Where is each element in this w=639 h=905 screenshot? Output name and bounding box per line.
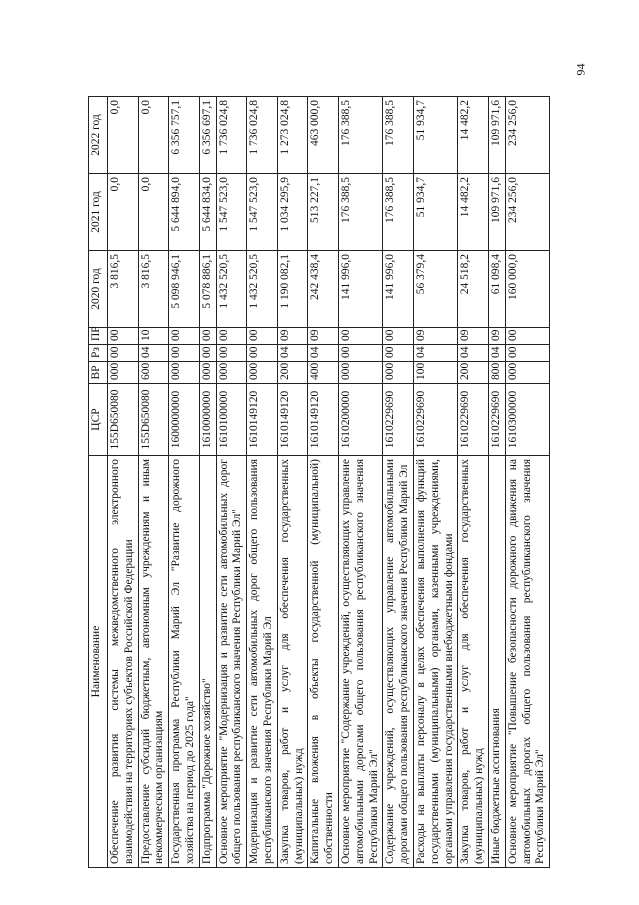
cell-y2020: 5 098 946,1 [169, 251, 200, 328]
cell-name: Основное мероприятие "Содержание учреждений, осуществляющих управление автомобильными дорогами общего пользования республиканского значения Республики Марий Эл" [338, 456, 382, 868]
cell-y2020: 141 996,0 [383, 251, 414, 328]
cell-pr: 00 [169, 328, 200, 345]
header-2020: 2020 год [89, 251, 108, 328]
cell-csr: 1610229690 [413, 384, 457, 456]
cell-y2022: 0,0 [108, 97, 139, 174]
rotated-page-content [88, 96, 588, 868]
header-vr: ВР [89, 362, 108, 384]
cell-vr: 000 [216, 362, 247, 384]
cell-pr: 00 [216, 328, 247, 345]
cell-csr: 155D650080 [138, 384, 169, 456]
cell-csr: 1610229690 [458, 384, 489, 456]
cell-y2022: 1 273 024,8 [277, 97, 308, 174]
table-row [505, 97, 549, 868]
cell-vr: 200 [277, 362, 308, 384]
header-csr: ЦСР [89, 384, 108, 456]
cell-y2021: 513 227,1 [308, 174, 339, 251]
cell-rz: 04 [488, 345, 505, 362]
cell-pr: 00 [338, 328, 382, 345]
cell-y2021: 1 547 523,0 [216, 174, 247, 251]
cell-y2022: 6 356 697,1 [199, 97, 216, 174]
header-pr: ПР [89, 328, 108, 345]
cell-name: Закупка товаров, работ и услуг для обеспечения государственных (муниципальных) нужд [277, 456, 308, 868]
budget-table [88, 96, 550, 868]
cell-vr: 000 [108, 362, 139, 384]
cell-vr: 100 [413, 362, 457, 384]
cell-y2021: 109 971,6 [488, 174, 505, 251]
cell-csr: 1610229690 [488, 384, 505, 456]
cell-rz: 00 [383, 345, 414, 362]
cell-rz: 00 [338, 345, 382, 362]
cell-y2022: 234 256,0 [505, 97, 549, 174]
cell-y2020: 5 078 886,1 [199, 251, 216, 328]
cell-csr: 1610100000 [216, 384, 247, 456]
cell-y2020: 1 190 082,1 [277, 251, 308, 328]
cell-csr: 1610300000 [505, 384, 549, 456]
cell-csr: 1610229690 [383, 384, 414, 456]
cell-rz: 00 [199, 345, 216, 362]
cell-y2020: 56 379,4 [413, 251, 457, 328]
cell-pr: 00 [108, 328, 139, 345]
cell-rz: 04 [458, 345, 489, 362]
table-header-row [89, 97, 108, 868]
cell-rz: 00 [169, 345, 200, 362]
cell-pr: 00 [383, 328, 414, 345]
cell-csr: 1610149120 [247, 384, 278, 456]
cell-y2021: 1 034 295,9 [277, 174, 308, 251]
cell-vr: 000 [199, 362, 216, 384]
cell-pr: 00 [505, 328, 549, 345]
cell-rz: 04 [413, 345, 457, 362]
cell-y2021: 176 388,5 [383, 174, 414, 251]
cell-pr: 09 [308, 328, 339, 345]
cell-rz: 04 [277, 345, 308, 362]
cell-y2022: 0,0 [138, 97, 169, 174]
table-row [338, 97, 382, 868]
cell-name: Содержание учреждений, осуществляющих управление автомобильными дорогами общего пользования республиканского значения Республики Марий Эл [383, 456, 414, 868]
table-row [138, 97, 169, 868]
table-row [488, 97, 505, 868]
cell-y2022: 176 388,5 [383, 97, 414, 174]
table-row [108, 97, 139, 868]
cell-rz: 04 [138, 345, 169, 362]
table-row [216, 97, 247, 868]
page-number: 94 [573, 63, 588, 76]
cell-pr: 09 [277, 328, 308, 345]
cell-vr: 000 [383, 362, 414, 384]
cell-csr: 1610149120 [308, 384, 339, 456]
cell-pr: 09 [458, 328, 489, 345]
cell-pr: 00 [199, 328, 216, 345]
cell-y2021: 0,0 [108, 174, 139, 251]
cell-y2022: 1 736 024,8 [247, 97, 278, 174]
cell-y2021: 0,0 [138, 174, 169, 251]
cell-vr: 400 [308, 362, 339, 384]
cell-rz: 00 [247, 345, 278, 362]
cell-y2020: 3 816,5 [108, 251, 139, 328]
cell-name: Капитальные вложения в объекты государственной (муниципальной) собственности [308, 456, 339, 868]
table-row [308, 97, 339, 868]
table-row [383, 97, 414, 868]
table-row [169, 97, 200, 868]
header-rz: Рз [89, 345, 108, 362]
cell-y2022: 51 934,7 [413, 97, 457, 174]
table-row [199, 97, 216, 868]
cell-rz: 00 [216, 345, 247, 362]
cell-y2022: 6 356 757,1 [169, 97, 200, 174]
cell-name: Предоставление субсидий бюджетным, автономным учреждениям и иным некоммерческим организациям [138, 456, 169, 868]
table-row [277, 97, 308, 868]
cell-y2020: 61 098,4 [488, 251, 505, 328]
cell-y2022: 176 388,5 [338, 97, 382, 174]
cell-y2020: 1 432 520,5 [247, 251, 278, 328]
cell-pr: 00 [247, 328, 278, 345]
cell-y2021: 5 644 834,0 [199, 174, 216, 251]
cell-name: Расходы на выплаты персоналу в целях обеспечения выполнения функций государственными (муниципальными) органами, казенными учреждениями, органами управления государственными внебюджетными фондами [413, 456, 457, 868]
cell-csr: 1610000000 [199, 384, 216, 456]
cell-y2021: 51 934,7 [413, 174, 457, 251]
cell-vr: 600 [138, 362, 169, 384]
cell-y2021: 234 256,0 [505, 174, 549, 251]
cell-name: Иные бюджетные ассигнования [488, 456, 505, 868]
cell-y2020: 242 438,4 [308, 251, 339, 328]
cell-y2020: 141 996,0 [338, 251, 382, 328]
header-name: Наименование [89, 456, 108, 868]
cell-y2021: 14 482,2 [458, 174, 489, 251]
cell-name: Подпрограмма "Дорожное хозяйство" [199, 456, 216, 868]
cell-vr: 800 [488, 362, 505, 384]
table-row [247, 97, 278, 868]
cell-y2020: 24 518,2 [458, 251, 489, 328]
cell-pr: 09 [413, 328, 457, 345]
cell-vr: 000 [505, 362, 549, 384]
cell-name: Модернизация и развитие сети автомобильных дорог общего пользования республиканского значения Республики Марий Эл [247, 456, 278, 868]
table-row [458, 97, 489, 868]
cell-rz: 00 [505, 345, 549, 362]
table-row [413, 97, 457, 868]
cell-y2021: 1 547 523,0 [247, 174, 278, 251]
cell-rz: 04 [308, 345, 339, 362]
cell-vr: 000 [169, 362, 200, 384]
cell-csr: 155D650080 [108, 384, 139, 456]
cell-y2022: 14 482,2 [458, 97, 489, 174]
cell-y2021: 176 388,5 [338, 174, 382, 251]
cell-y2020: 3 816,5 [138, 251, 169, 328]
header-2022: 2022 год [89, 97, 108, 174]
cell-rz: 00 [108, 345, 139, 362]
cell-name: Обеспечение развития системы межведомственного электронного взаимодействия на территориях субъектов Российской Федерации [108, 456, 139, 868]
table-body [108, 97, 550, 868]
cell-pr: 10 [138, 328, 169, 345]
cell-y2022: 463 000,0 [308, 97, 339, 174]
cell-y2022: 1 736 024,8 [216, 97, 247, 174]
cell-csr: 1610149120 [277, 384, 308, 456]
cell-y2020: 160 000,0 [505, 251, 549, 328]
cell-vr: 000 [247, 362, 278, 384]
cell-csr: 1600000000 [169, 384, 200, 456]
cell-vr: 200 [458, 362, 489, 384]
cell-name: Основное мероприятие "Повышение безопасности дорожного движения на автомобильных дорогах общего пользования республиканского значения Республики Марий Эл" [505, 456, 549, 868]
cell-pr: 09 [488, 328, 505, 345]
cell-name: Основное мероприятие "Модернизация и развитие сети автомобильных дорог общего пользования республиканского значения Республики Марий Эл" [216, 456, 247, 868]
cell-name: Закупка товаров, работ и услуг для обеспечения государственных (муниципальных) нужд [458, 456, 489, 868]
cell-vr: 000 [338, 362, 382, 384]
cell-name: Государственная программа Республики Марий Эл "Развитие дорожного хозяйства на период до 2025 года" [169, 456, 200, 868]
header-2021: 2021 год [89, 174, 108, 251]
cell-y2020: 1 432 520,5 [216, 251, 247, 328]
cell-y2022: 109 971,6 [488, 97, 505, 174]
cell-y2021: 5 644 894,0 [169, 174, 200, 251]
cell-csr: 1610200000 [338, 384, 382, 456]
